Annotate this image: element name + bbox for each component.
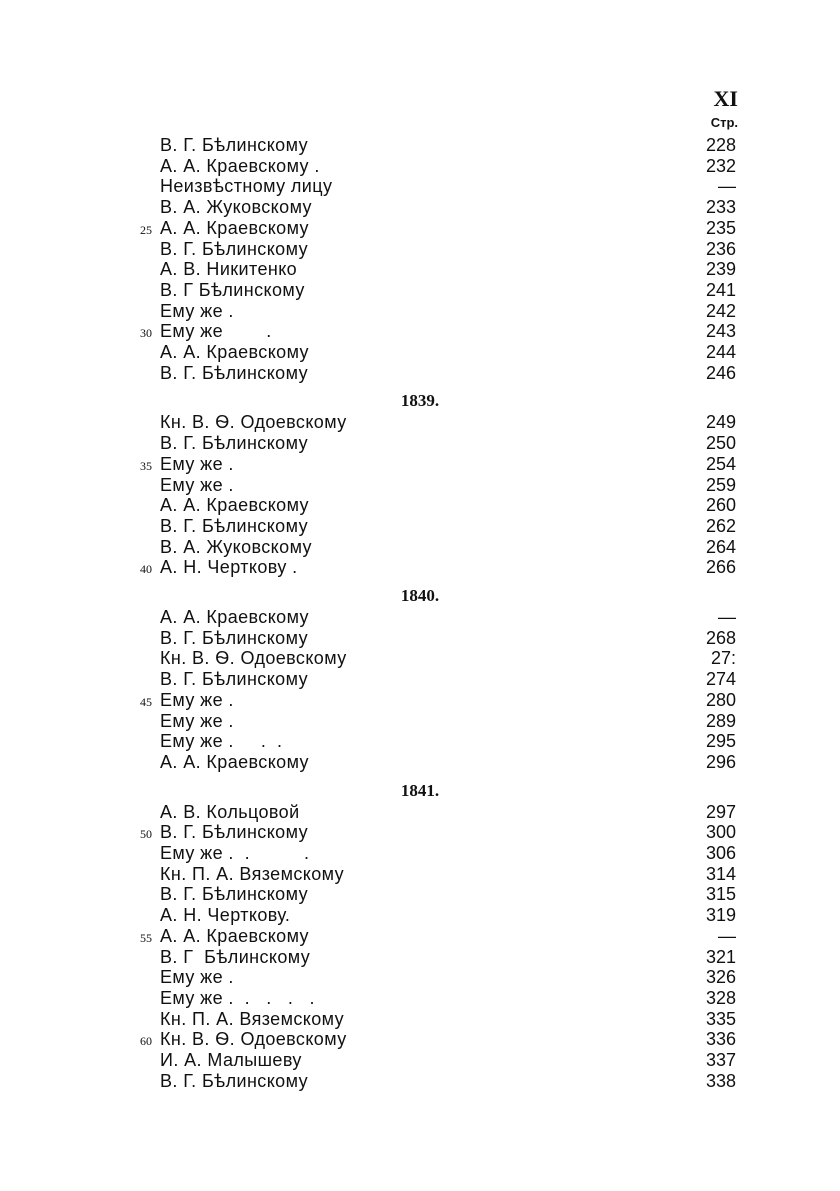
recipient-name: А. А. Краевскому xyxy=(160,607,309,627)
toc-entry xyxy=(0,537,840,558)
recipient-name: Кн. В. Ѳ. Одоевскому xyxy=(160,412,347,433)
toc-entry xyxy=(0,516,840,537)
toc-entry xyxy=(0,239,840,260)
recipient-name: В. А. Жуковскому xyxy=(160,197,312,218)
recipient-name: В. А. Жуковскому xyxy=(160,536,312,557)
toc-entry xyxy=(0,495,840,516)
page-ref: 228 xyxy=(705,135,736,155)
toc-entry xyxy=(0,135,840,156)
toc-entry xyxy=(0,905,840,926)
page-ref: 296 xyxy=(705,751,736,772)
line-number: 45 xyxy=(140,694,152,709)
year-heading: 1841. xyxy=(400,780,440,800)
toc-entry xyxy=(0,669,840,690)
page-ref: 337 xyxy=(705,1050,736,1070)
toc-entry xyxy=(0,628,840,649)
page-ref: 266 xyxy=(705,557,736,578)
line-number: 30 xyxy=(140,326,152,341)
page-ref: 27: xyxy=(710,648,736,669)
line-number: 25 xyxy=(140,222,152,237)
toc-entry xyxy=(0,259,840,280)
recipient-name: А. В. Никитенко xyxy=(160,259,298,280)
toc-entry xyxy=(0,280,840,301)
recipient-name: Кн. П. А. Вяземскому xyxy=(160,1008,345,1029)
year-heading: 1840. xyxy=(400,586,440,605)
page-ref: — xyxy=(718,176,736,197)
toc-entry xyxy=(0,321,840,342)
recipient-name: В. Г. Бѣлинскому xyxy=(160,627,308,648)
toc-entry xyxy=(0,301,840,322)
toc-entry xyxy=(0,1009,840,1030)
recipient-name: Ему же . . . xyxy=(160,843,310,863)
page-ref: 274 xyxy=(705,669,736,690)
toc-entry xyxy=(0,1071,840,1092)
toc-entry xyxy=(0,197,840,218)
recipient-name: Кн. В. Ѳ. Одоевскому xyxy=(160,1029,347,1050)
recipient-name: В. Г. Бѣлинскому xyxy=(160,669,308,690)
page-ref: 335 xyxy=(705,1008,736,1029)
recipient-name: Неизвѣстному лицу xyxy=(160,176,333,197)
toc-entry xyxy=(0,454,840,475)
page-ref: 314 xyxy=(705,863,736,884)
toc-entry xyxy=(0,218,840,239)
page-ref: 328 xyxy=(705,987,736,1008)
toc-entry xyxy=(0,926,840,947)
recipient-name: А. Н. Черткову . xyxy=(160,557,298,578)
toc-entry xyxy=(0,557,840,578)
page-ref: 250 xyxy=(705,433,736,454)
toc-entry xyxy=(0,607,840,628)
page-ref: — xyxy=(718,925,736,946)
toc-entry xyxy=(0,342,840,363)
recipient-name: В. Г. Бѣлинскому xyxy=(160,1070,308,1091)
recipient-name: А. А. Краевскому xyxy=(160,342,309,362)
recipient-name: В. Г. Бѣлинскому xyxy=(160,238,308,259)
toc-entry xyxy=(0,690,840,711)
recipient-name: Ему же . xyxy=(160,300,234,321)
line-number: 40 xyxy=(140,562,152,577)
toc-entry xyxy=(0,884,840,905)
recipient-name: Ему же . xyxy=(160,474,234,495)
toc-entry xyxy=(0,843,840,864)
recipient-name: А. А. Краевскому xyxy=(160,751,309,772)
page-ref: 338 xyxy=(705,1070,736,1091)
page-ref: 319 xyxy=(705,905,736,926)
recipient-name: И. А. Малышеву xyxy=(160,1050,302,1070)
toc-entry xyxy=(0,156,840,177)
page-ref: 280 xyxy=(705,689,736,710)
page-ref: 262 xyxy=(705,515,736,536)
year-heading: 1839. xyxy=(400,391,440,411)
line-number: 35 xyxy=(140,458,152,473)
toc-entry xyxy=(0,802,840,823)
recipient-name: А. А. Краевскому xyxy=(160,495,309,516)
toc-entry xyxy=(0,947,840,968)
recipient-name: А. А. Краевскому xyxy=(160,217,309,238)
page-ref: 297 xyxy=(705,801,736,822)
page-ref: 259 xyxy=(705,474,736,495)
page-ref: 315 xyxy=(705,884,736,905)
toc-entry xyxy=(0,363,840,384)
recipient-name: В. Г Бѣлинскому xyxy=(160,279,305,300)
page-ref: — xyxy=(718,607,736,627)
page-ref: 268 xyxy=(705,627,736,648)
page-ref: 232 xyxy=(705,155,736,176)
recipient-name: Ему же . . . . . xyxy=(160,987,315,1008)
toc-entry xyxy=(0,1029,840,1050)
page-ref: 321 xyxy=(705,946,736,967)
page-ref: 264 xyxy=(705,536,736,557)
toc-entry xyxy=(0,822,840,843)
recipient-name: Ему же . xyxy=(160,689,234,710)
recipient-name: В. Г. Бѣлинскому xyxy=(160,135,308,155)
recipient-name: А. В. Кольцовой xyxy=(160,801,300,822)
recipient-name: А. А. Краевскому . xyxy=(160,155,320,176)
recipient-name: А. Н. Черткову. xyxy=(160,905,291,926)
recipient-name: В. Г. Бѣлинскому xyxy=(160,884,308,905)
toc-entry xyxy=(0,731,840,752)
recipient-name: В. Г. Бѣлинскому xyxy=(160,362,308,383)
toc-entry xyxy=(0,864,840,885)
page-column-label: Стр. xyxy=(710,115,738,130)
page-ref: 233 xyxy=(705,197,736,218)
toc-entry xyxy=(0,433,840,454)
page-ref: 254 xyxy=(705,453,736,474)
page-ref: 239 xyxy=(705,259,736,280)
toc-entry xyxy=(0,1050,840,1071)
page-ref: 295 xyxy=(705,731,736,752)
recipient-name: Ему же . xyxy=(160,453,234,474)
recipient-name: В. Г Бѣлинскому xyxy=(160,946,311,967)
recipient-name: Ему же . xyxy=(160,710,234,731)
recipient-name: Ему же . xyxy=(160,967,234,988)
page-ref: 306 xyxy=(705,843,736,863)
recipient-name: Кн. П. А. Вяземскому xyxy=(160,863,345,884)
recipient-name: В. Г. Бѣлинскому xyxy=(160,433,308,454)
recipient-name: Ему же . xyxy=(160,321,272,342)
page-ref: 260 xyxy=(705,495,736,516)
toc-entry xyxy=(0,176,840,197)
page-ref: 246 xyxy=(705,362,736,383)
line-number: 50 xyxy=(140,827,152,842)
page-ref: 236 xyxy=(705,238,736,259)
page-ref: 242 xyxy=(705,300,736,321)
toc-entry xyxy=(0,412,840,433)
page-ref: 249 xyxy=(705,412,736,433)
recipient-name: А. А. Краевскому xyxy=(160,925,309,946)
toc-entry xyxy=(0,752,840,773)
recipient-name: Кн. В. Ѳ. Одоевскому xyxy=(160,648,347,669)
toc-entry xyxy=(0,988,840,1009)
recipient-name: Ему же . . . xyxy=(160,731,283,752)
page-ref: 235 xyxy=(705,217,736,238)
toc-entry xyxy=(0,711,840,732)
toc-entry xyxy=(0,648,840,669)
page-ref: 243 xyxy=(705,321,736,342)
page-ref: 336 xyxy=(705,1029,736,1050)
page-ref: 244 xyxy=(705,342,736,362)
page-ref: 326 xyxy=(705,967,736,988)
toc-entry xyxy=(0,475,840,496)
page-number: XI xyxy=(713,86,738,111)
line-number: 60 xyxy=(140,1034,152,1049)
recipient-name: В. Г. Бѣлинскому xyxy=(160,515,308,536)
toc-entry xyxy=(0,967,840,988)
page-ref: 289 xyxy=(705,710,736,731)
line-number: 55 xyxy=(140,930,152,945)
page-ref: 241 xyxy=(705,279,736,300)
page-ref: 300 xyxy=(705,822,736,843)
recipient-name: В. Г. Бѣлинскому xyxy=(160,822,308,843)
